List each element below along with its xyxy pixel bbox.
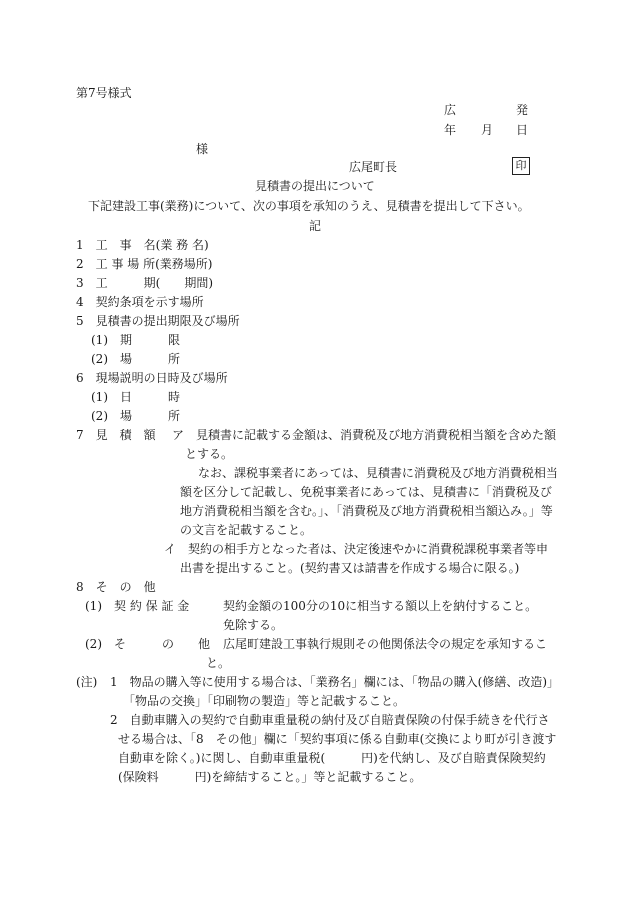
addressee-sama: 様 [196,142,209,156]
item-5-2: (2) 場 所 [91,352,180,366]
item-8-2-text2: と。 [206,656,231,670]
issue-label-hiro: 広 [444,103,457,117]
mayor-name: 広尾町長 [349,160,398,174]
item-1: 1 工 事 名(業 務 名) [76,238,209,252]
item-7-a-line1: ア 見積書に記載する金額は、消費税及び地方消費税相当額を含めた額 [172,428,557,442]
item-2: 2 工 事 場 所(業務場所) [76,257,213,271]
item-6: 6 現場説明の日時及び場所 [76,371,228,385]
date-day: 日 [516,123,529,137]
note-2-line4: (保険料 円)を締結すること。」等と記載すること。 [118,770,422,784]
item-8: 8 そ の 他 [76,580,156,594]
date-year: 年 [444,123,457,137]
item-7-b-line2: 出書を提出すること。(契約書又は請書を作成する場合に限る。) [180,561,520,575]
item-7-b-line1: イ 契約の相手方となった者は、決定後速やかに消費税課税事業者等申 [164,542,549,556]
item-8-1-label: (1) 契 約 保 証 金 [85,599,190,613]
document-title: 見積書の提出について [255,179,375,193]
item-7-a-line5: 地方消費税相当額を含む。」、「消費税及び地方消費税相当額込み。」等 [180,504,553,518]
item-8-2-label: (2) そ の 他 [85,637,210,651]
item-4: 4 契約条項を示す場所 [76,295,204,309]
seal-mark: 印 [512,157,530,175]
issue-label-hatsu: 発 [516,103,529,117]
intro-text: 下記建設工事(業務)について、次の事項を承知のうえ、見積書を提出して下さい。 [88,199,530,213]
item-8-1-text2: 免除する。 [223,618,284,632]
item-6-1: (1) 日 時 [91,390,180,404]
note-2-line2: せる場合は、「8 その他」欄に「契約事項に係る自動車(交換により町が引き渡す [118,732,557,746]
ki-marker: 記 [309,219,322,233]
item-6-2: (2) 場 所 [91,409,180,423]
item-3: 3 工 期( 期間) [76,276,213,290]
note-2-line3: 自動車を除く。)に関し、自動車重量税( 円)を代納し、及び自賠責保険契約 [118,751,546,765]
item-5: 5 見積書の提出期限及び場所 [76,314,240,328]
item-7-a-line4: 額を区分して記載し、免税事業者にあっては、見積書に「消費税及び [180,485,552,499]
item-5-1: (1) 期 限 [91,333,180,347]
form-number: 第7号様式 [76,86,132,100]
item-7-a-line3: なお、課税事業者にあっては、見積書に消費税及び地方消費税相当 [198,466,558,480]
note-1-line2: 「物品の交換」「印刷物の製造」等と記載すること。 [123,694,406,708]
note-1-line1: 1 物品の購入等に使用する場合は、「業務名」欄には、「物品の購入(修繕、改造)」 [110,675,560,689]
item-7-a-line6: の文言を記載すること。 [180,523,313,537]
item-8-1-text: 契約金額の100分の10に相当する額以上を納付すること。 [223,599,538,613]
item-7-a-line2: とする。 [185,447,234,461]
note-2-line1: 2 自動車購入の契約で自動車重量税の納付及び自賠責保険の付保手続きを代行さ [110,713,550,727]
item-7-label: 7 見 積 額 [76,428,156,442]
item-8-2-text: 広尾町建設工事執行規則その他関係法令の規定を承知するこ [223,637,548,651]
notes-label: (注) [76,675,98,689]
date-month: 月 [481,123,494,137]
